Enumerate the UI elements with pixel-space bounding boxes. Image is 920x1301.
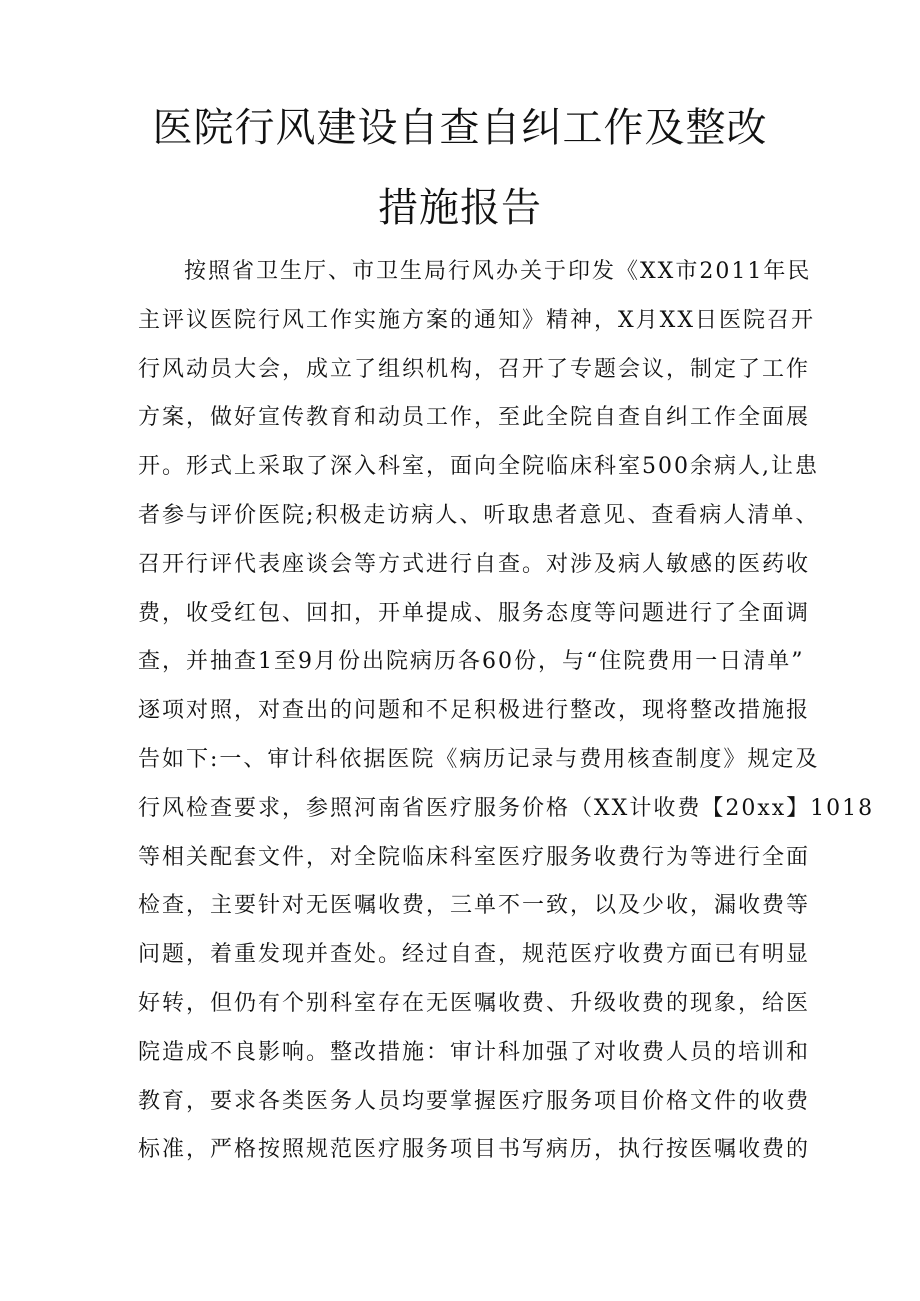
body-line: 检查，主要针对无医嘱收费，三单不一致，以及少收，漏收费等 — [138, 893, 811, 919]
body-line: 开。形式上采取了深入科室，面向全院临床科室500余病人,让患 — [138, 454, 819, 480]
document-title-line-1: 医院行风建设自查自纠工作及整改 — [152, 105, 768, 151]
body-line: 逐项对照，对查出的问题和不足积极进行整改，现将整改措施报 — [138, 698, 811, 724]
body-line: 问题，着重发现并查处。经过自查，规范医疗收费方面已有明显 — [138, 942, 811, 968]
body-line: 行风动员大会，成立了组织机构，召开了专题会议，制定了工作 — [138, 356, 811, 382]
body-line: 行风检查要求，参照河南省医疗服务价格（XX计收费【20xx】1018 — [138, 795, 875, 821]
body-line: 告如下:一、审计科依据医院《病历记录与费用核查制度》规定及 — [138, 746, 820, 772]
body-line: 好转，但仍有个别科室存在无医嘱收费、升级收费的现象，给医 — [138, 990, 811, 1016]
body-line: 费，收受红包、回扣，开单提成、服务态度等问题进行了全面调 — [138, 600, 811, 626]
body-line: 院造成不良影响。整改措施：审计科加强了对收费人员的培训和 — [138, 1039, 811, 1065]
body-line: 召开行评代表座谈会等方式进行自查。对涉及病人敏感的医药收 — [138, 551, 811, 577]
body-line: 按照省卫生厅、市卫生局行风办关于印发《XX市2011年民 — [184, 259, 812, 284]
body-line: 教育，要求各类医务人员均要掌握医疗服务项目价格文件的收费 — [138, 1088, 811, 1114]
body-line: 查，并抽查1至9月份出院病历各60份，与“住院费用一日清单” — [138, 649, 805, 675]
body-line: 标准，严格按照规范医疗服务项目书写病历，执行按医嘱收费的 — [138, 1137, 811, 1163]
document-body — [138, 254, 875, 1181]
body-line: 者参与评价医院;积极走访病人、听取患者意见、查看病人清单、 — [138, 502, 820, 528]
document-title-line-2: 措施报告 — [378, 185, 542, 231]
body-line: 等相关配套文件，对全院临床科室医疗服务收费行为等进行全面 — [138, 844, 811, 870]
body-line: 方案，做好宣传教育和动员工作，至此全院自查自纠工作全面展 — [138, 405, 811, 431]
body-line: 主评议医院行风工作实施方案的通知》精神，X月XX日医院召开 — [138, 307, 815, 333]
